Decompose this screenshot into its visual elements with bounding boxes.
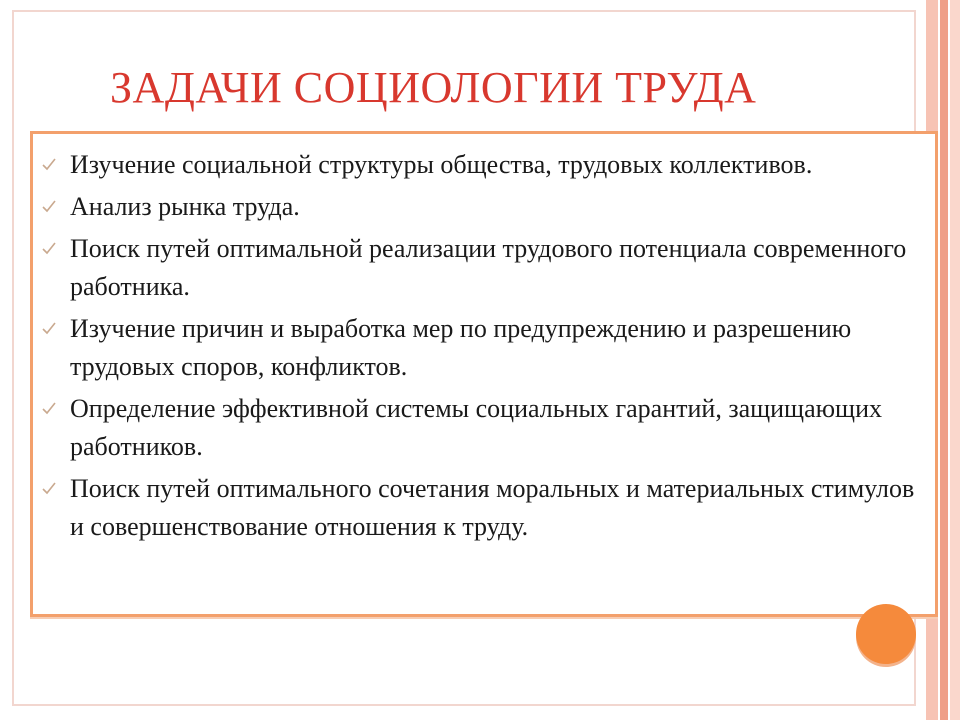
task-text: Анализ рынка труда.	[70, 192, 300, 221]
checkmark-icon	[41, 320, 57, 336]
task-text: Изучение причин и выработка мер по предупреждению и разрешению трудовых споров, конфликтов.	[70, 314, 852, 381]
list-item	[33, 310, 923, 386]
slide-title: ЗАДАЧИ СОЦИОЛОГИИ ТРУДА	[110, 63, 757, 112]
list-item	[33, 470, 923, 546]
accent-circle	[856, 604, 916, 664]
task-text: Поиск путей оптимального сочетания моральных и материальных стимулов и совершенствование отношения к труду.	[70, 474, 915, 541]
content-box	[30, 131, 938, 617]
task-text: Поиск путей оптимальной реализации трудового потенциала современного работника.	[70, 234, 907, 301]
checkmark-icon	[41, 156, 57, 172]
list-item	[33, 146, 923, 184]
checkmark-icon	[41, 198, 57, 214]
task-list	[33, 134, 935, 546]
task-text: Определение эффективной системы социальных гарантий, защищающих работников.	[70, 394, 882, 461]
checkmark-icon	[41, 480, 57, 496]
stripe	[950, 0, 960, 720]
stripe	[940, 0, 948, 720]
list-item	[33, 230, 923, 306]
list-item	[33, 188, 923, 226]
checkmark-icon	[41, 240, 57, 256]
task-text: Изучение социальной структуры общества, трудовых коллективов.	[70, 150, 813, 179]
checkmark-icon	[41, 400, 57, 416]
list-item	[33, 390, 923, 466]
